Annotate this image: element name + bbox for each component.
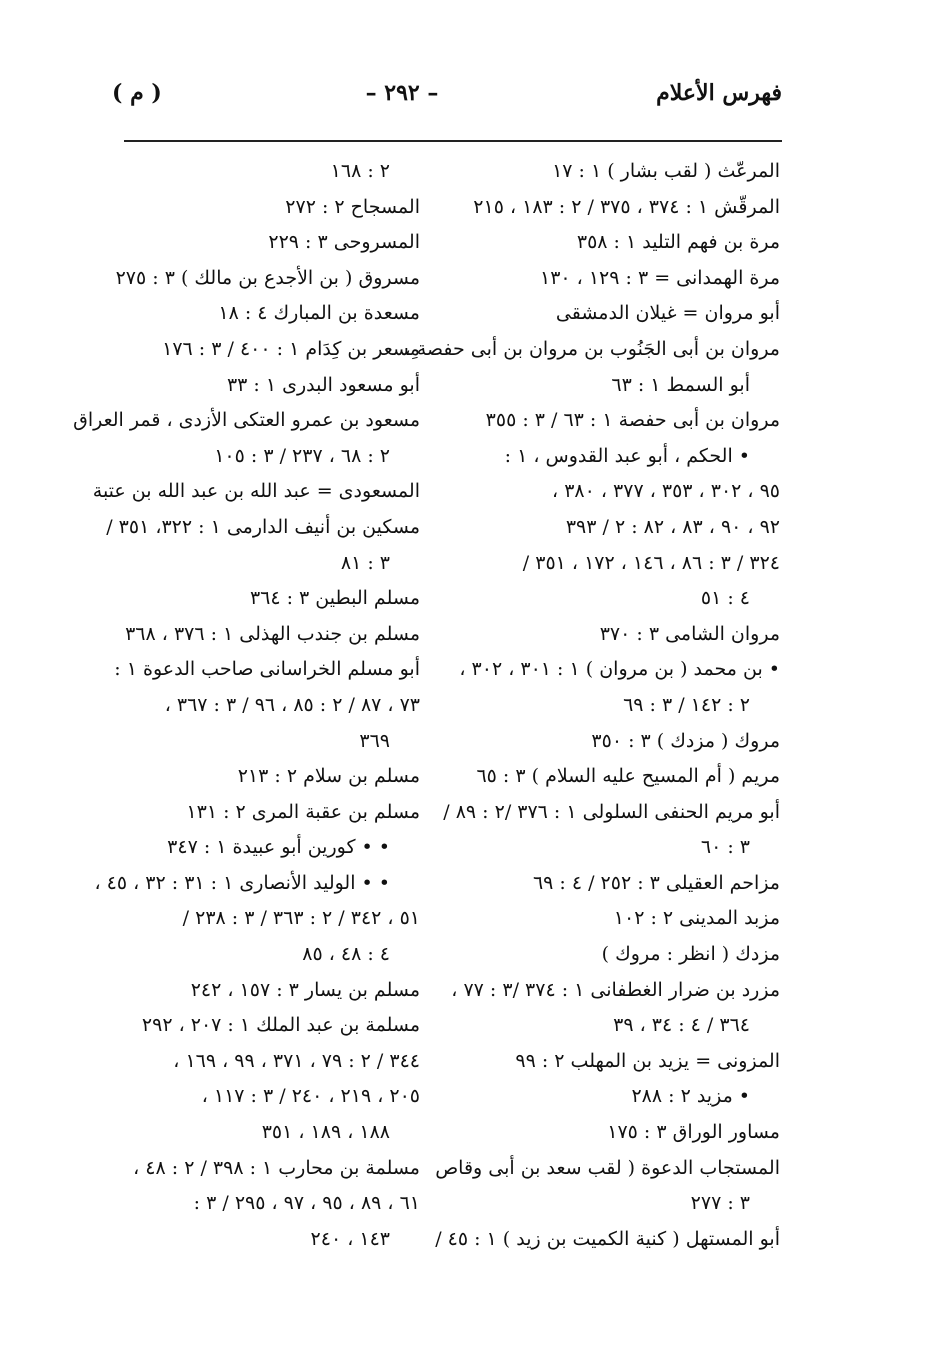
index-entry-line: مروان بن أبى حفصة ١ : ٦٣ / ٣ : ٣٥٥ <box>485 409 780 432</box>
index-entry-line: ٣٦٩ <box>359 729 390 752</box>
index-entry-line: أبو مريم الحنفى السلولى ١ : ٣٧٦ /٢ : ٨٩ / <box>443 800 780 823</box>
index-entry-line: المستجاب الدعوة ( لقب سعد بن أبى وقاص <box>435 1156 780 1179</box>
index-entry-line: ٣ : ٢٧٧ <box>690 1192 750 1215</box>
index-entry-line: مسكين بن أنيف الدارمى ١ : ٣٢٢، ٣٥١ / <box>106 515 420 538</box>
index-entry-line: مسلم بن جندب الهذلى ١ : ٣٧٦ ، ٣٦٨ <box>125 622 420 645</box>
index-entry-line: ٤ : ٥١ <box>700 587 750 610</box>
index-entry-line: ٢ : ١٤٢ / ٣ : ٦٩ <box>623 693 750 716</box>
index-entry-line: ٣٦٤ / ٤ : ٣٤ ، ٣٩ <box>613 1014 750 1037</box>
index-entry-line: • مزيد ٢ : ٢٨٨ <box>631 1085 750 1108</box>
index-entry-line: ٣٢٤ / ٣ : ٨٦ ، ١٤٦ ، ١٧٢ ، ٣٥١ / <box>522 551 780 574</box>
index-entry-line: • • الوليد الأنصارى ١ : ٣١ : ٣٢ ، ٤٥ ، <box>94 871 390 894</box>
index-entry-line: ٥١ ، ٣٤٢ / ٢ : ٣٦٣ / ٣ : ٢٣٨ / <box>182 907 420 930</box>
index-entry-line: المسروحى ٣ : ٢٢٩ <box>268 231 420 254</box>
index-entry-line: مروك ( مزدك ) ٣ : ٣٥٠ <box>591 729 780 752</box>
index-entry-line: ٢٠٥ ، ٢١٩ ، ٢٤٠ / ٣ : ١١٧ ، <box>201 1085 420 1108</box>
index-entry-line: • • كورين أبو عبيدة ١ : ٣٤٧ <box>167 836 390 859</box>
index-entry-line: مزدك ( انظر : مروك ) <box>601 943 780 966</box>
index-entry-line: مزبد المدينى ٢ : ١٠٢ <box>613 907 780 930</box>
signature-mark: ( م ) <box>112 80 162 106</box>
index-entry-line: المرقّش ١ : ٣٧٤ ، ٣٧٥ / ٢ : ١٨٣ ، ٢١٥ <box>473 195 780 218</box>
index-entry-line: ٣٤٤ / ٢ : ٧٩ ، ٣٧١ ، ٩٩ ، ١٦٩ ، <box>173 1049 420 1072</box>
right-column <box>404 154 780 1257</box>
index-entry-line: مسلمة بن عبد الملك ١ : ٢٠٧ ، ٢٩٢ <box>141 1014 420 1037</box>
index-entry-line: ٢ : ٦٨ ، ٢٣٧ / ٣ : ١٠٥ <box>214 444 390 467</box>
index-entry-line: مسروق ( بن الأجدع بن مالك ) ٣ : ٢٧٥ <box>115 266 420 289</box>
index-entry-line: مروان الشامى ٣ : ٣٧٠ <box>599 622 780 645</box>
index-entry-line: مرة الهمدانى = ٣ : ١٢٩ ، ١٣٠ <box>539 266 780 289</box>
index-entry-line: ٤ : ٤٨ ، ٨٥ <box>302 943 390 966</box>
index-entry-line: ٧٣ ، ٨٧ / ٢ : ٨٥ ، ٩٦ / ٣ : ٣٦٧ ، <box>164 693 420 716</box>
index-entry-line: مرة بن فهم التليد ١ : ٣٥٨ <box>576 231 780 254</box>
index-entry-line: مروان بن أبى الجَنُوب بن مروان بن أبى حفصة ، <box>404 337 780 360</box>
index-entry-line: ٩٢ ، ٩٠ ، ٨٣ ، ٨٢ : ٢ / ٣٩٣ <box>565 515 780 538</box>
index-entry-line: مريم ( أم المسيح عليه السلام ) ٣ : ٦٥ <box>476 765 780 788</box>
index-entry-line: أبو مروان = غيلان الدمشقى <box>555 302 780 325</box>
header-rule <box>124 140 782 142</box>
index-entry-line: مزرد بن ضرار الغطفانى ١ : ٣٧٤ /٣ : ٧٧ ، <box>451 978 780 1001</box>
index-entry-line: أبو مسعود البدرى ١ : ٣٣ <box>226 373 420 396</box>
index-entry-line: المزونى = يزيد بن المهلب ٢ : ٩٩ <box>515 1049 780 1072</box>
index-entry-line: ٦١ ، ٨٩ ، ٩٥ ، ٩٧ ، ٢٩٥ / ٣ : <box>193 1192 420 1215</box>
index-entry-line: ٢ : ١٦٨ <box>330 160 390 182</box>
index-entry-line: المسجاح ٢ : ٢٧٢ <box>285 195 420 218</box>
index-entry-line: ٣ : ٨١ <box>340 551 390 574</box>
index-entry-line: مِسعر بن كِدَام ١ : ٤٠٠ / ٣ : ١٧٦ <box>162 337 420 360</box>
index-entry-line: مزاحم العقيلى ٣ : ٢٥٢ / ٤ : ٦٩ <box>532 871 780 894</box>
page-number: – ٢٩٢ – <box>365 80 439 106</box>
index-entry-line: المسعودى = عبد الله بن عبد الله بن عتبة <box>92 480 420 503</box>
index-entry-line: ٩٥ ، ٣٠٢ ، ٣٥٣ ، ٣٧٧ ، ٣٨٠ ، <box>552 480 780 503</box>
index-entry-line: ١٨٨ ، ١٨٩ ، ٣٥١ <box>261 1121 390 1144</box>
index-entry-line: ٣ : ٦٠ <box>700 836 750 859</box>
index-entry-line: مسلم بن يسار ٣ : ١٥٧ ، ٢٤٢ <box>190 978 420 1001</box>
index-entry-line: أبو السمط ١ : ٦٣ <box>611 373 750 396</box>
index-entry-line: أبو مسلم الخراسانى صاحب الدعوة ١ : <box>114 658 420 681</box>
index-entry-line: مسلم بن عقبة المرى ٢ : ١٣١ <box>186 800 420 823</box>
index-entry-line: مسلمة بن محارب ١ : ٣٩٨ / ٢ : ٤٨ ، <box>133 1156 420 1179</box>
index-entry-line: مسلم البطين ٣ : ٣٦٤ <box>249 587 420 610</box>
index-entry-line: المرعّث ( لقب بشار ) ١ : ١٧ <box>552 160 780 182</box>
index-entry-line: أبو المستهل ( كنية الكميت بن زيد ) ١ : ٤٥ / <box>435 1227 780 1250</box>
index-entry-line: ١٤٣ ، ٢٤٠ <box>310 1227 390 1250</box>
index-entry-line: • بن محمد ( بن مروان ) ١ : ٣٠١ ، ٣٠٢ ، <box>459 658 780 681</box>
index-entry-line: • الحكم ، أبو عبد القدوس ، ١ : <box>504 444 750 467</box>
index-entry-line: مساور الوراق ٣ : ١٧٥ <box>607 1121 780 1144</box>
running-title: فهرس الأعلام <box>656 80 782 106</box>
index-entry-line: مسعود بن عمرو العتكى الأزدى ، قمر العراق <box>73 409 420 432</box>
index-entry-line: مسلم بن سلام ٢ : ٢١٣ <box>237 765 420 788</box>
index-entry-line: مسعدة بن المبارك ٤ : ١٨ <box>218 302 420 325</box>
left-column <box>73 154 420 1257</box>
